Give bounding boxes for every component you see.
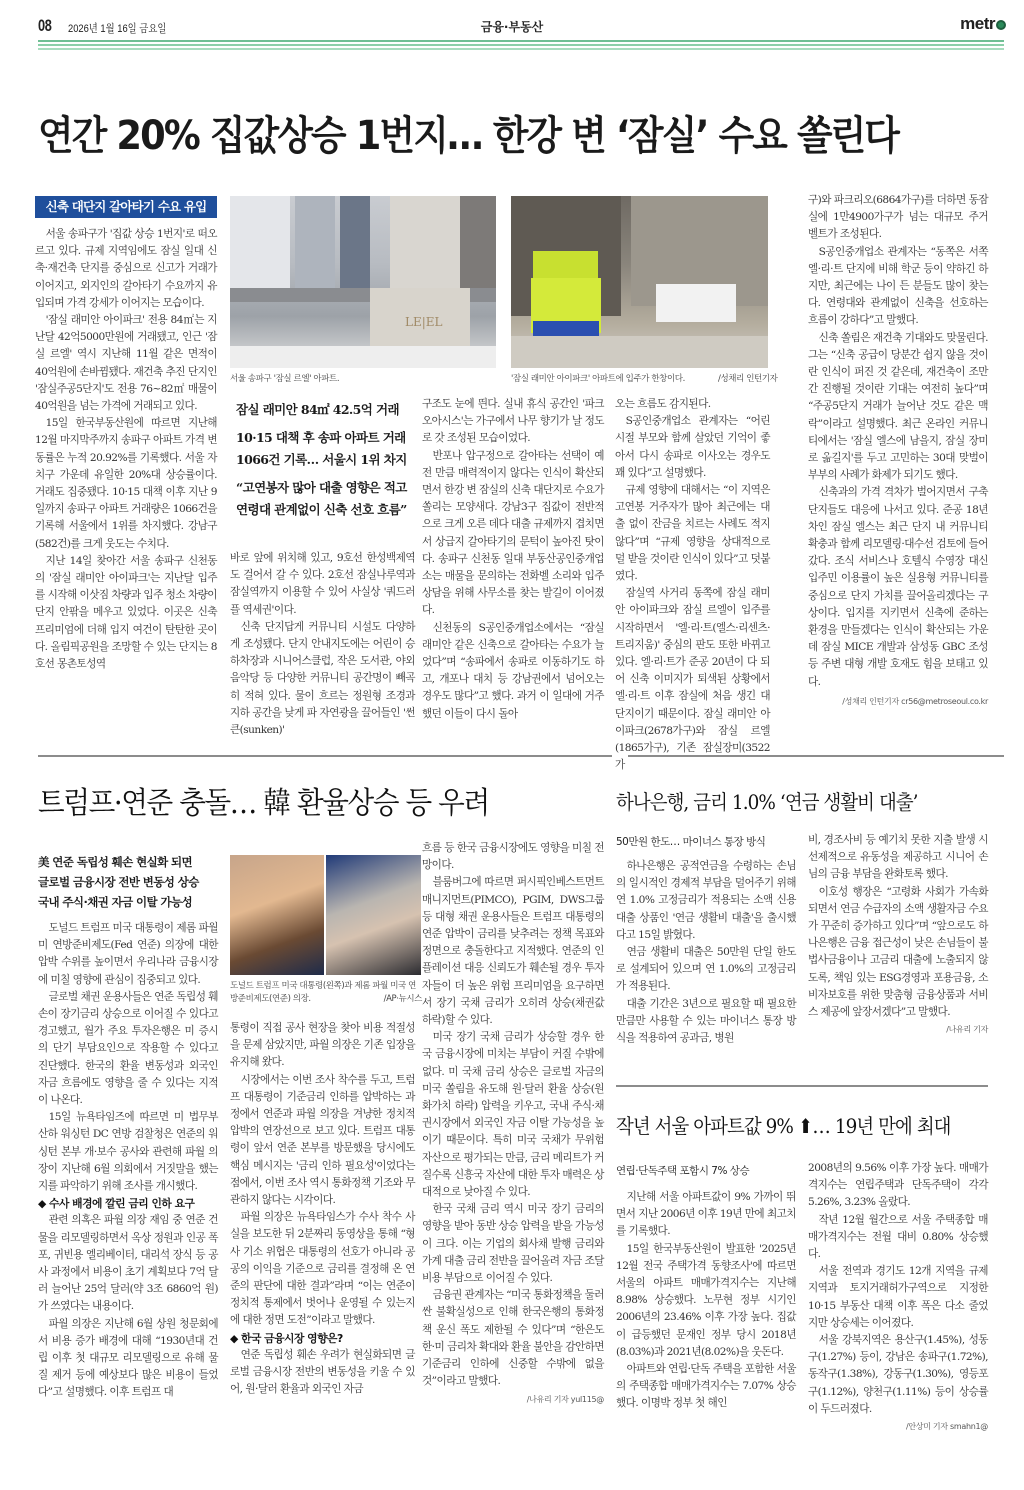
article1-byline: /성채리 인턴기자 cr56@metroseoul.co.kr — [842, 696, 988, 706]
article4-col2 — [808, 1160, 988, 1435]
article3-col2 — [808, 832, 988, 1038]
article2-photo-caption — [230, 980, 422, 1006]
article3-kicker: 50만원 한도… 마이너스 통장 방식 — [616, 836, 766, 848]
headline-text: … 19년 만에 최대 — [812, 1114, 951, 1138]
subdeck-line: 글로벌 금융시장 전반 변동성 상승 — [38, 875, 199, 889]
article1-subhead: 신축 대단지 갈아타기 수요 유입 — [35, 196, 217, 218]
article4-headline[interactable] — [616, 1110, 951, 1139]
paragraph: 관련 의혹은 파월 의장 재임 중 연준 건물을 리모델링하면서 옥상 정원과 인공 폭포, 귀빈용 엘리베이터, 대리석 장식 등 공사 과정에서 비용이 초기 계획보다 7억 달러 늘어난 25억 달러(약 3조 6860억 원)가 쓰였다는 내용이다. — [38, 1214, 218, 1313]
article2-col1 — [38, 920, 218, 1402]
photo-jamsil-leel[interactable] — [230, 196, 496, 368]
paragraph: 글로벌 채권 운용사들은 연준 독립성 훼손이 장기금리 상승으로 이어질 수 있다고 경고했고, 월가 주요 투자은행은 미 증시의 단기 부담요인으로 작용할 수 있다고 진단했다. 한국의 환율 변동성과 외국인 자금 흐름에도 영향을 줄 수 있다는 지적이 나온다. — [38, 990, 218, 1107]
paragraph: 블룸버그에 따르면 퍼시픽인베스트먼트매니지먼트(PIMCO), PGIM, DWS그룹 등 대형 채권 운용사들은 트럼프 대통령의 연준 압박이 금리를 낮추려는 정책 목표와 정면으로 충돌한다고 지적했다. 연준의 인플레이션 대응 신뢰도가 훼손될 경우 투자자들이 더 높은 위험 프리미엄을 요구하면서 장기 국채 금리가 오히려 상승(채권값 하락)할 수 있다. — [422, 876, 604, 1027]
article2-subdeck — [38, 852, 223, 912]
article3-byline: /나유리 기자 — [946, 1025, 988, 1035]
paragraph: 한국 국채 금리 역시 미국 장기 금리의 영향을 받아 동반 상승 압력을 받을 가능성이 크다. 이는 기업의 회사채 발행 금리와 가계 대출 금리 전반을 끌어올려 자금 조달 비용 부담으로 이어질 수 있다. — [422, 1203, 604, 1285]
deck-line: 1066건 기록… 서울시 1위 차지 — [236, 452, 407, 467]
article4-col1 — [616, 1189, 796, 1413]
deck-line: “고연봉자 많아 대출 영향은 적고 — [236, 480, 407, 495]
section-title: 금융·부동산 — [480, 20, 544, 34]
paragraph: 2008년의 9.56% 이후 가장 높다. 매매가격지수는 연립주택과 단독주택이 각각 5.26%, 3.23% 올랐다. — [808, 1162, 988, 1209]
article1-col5 — [808, 192, 988, 710]
up-arrow-icon: ⬆ — [797, 1114, 813, 1138]
paragraph: 구조도 눈에 띈다. 실내 휴식 공간인 '파크 오아시스'는 가구에서 나무 향기가 날 정도로 갓 조성된 모습이었다. — [422, 398, 604, 445]
paragraph: '잠실 래미안 아이파크' 전용 84㎡는 지난달 42억5000만원에 거래됐고, 인근 '잠실 르엘' 역시 지난해 11월 같은 면적이 40억원에 손바뀜됐다. 재건축 추진 단지인 '잠실주공5단지'도 전용 76~82㎡ 매물이 40억원을 넘는 가격에 거래되고 있다. — [35, 314, 217, 413]
deck-line: 10·15 대책 후 송파 아파트 거래 — [236, 430, 406, 445]
article4-byline: /안상미 기자 smahn1@ — [905, 1422, 988, 1432]
globe-icon — [996, 20, 1006, 30]
paragraph: 연금 생활비 대출은 50만원 단일 한도로 설계되어 있으며 연 1.0%의 고정금리가 적용된다. — [616, 946, 796, 993]
paragraph: 서울 전역과 경기도 12개 지역을 규제지역과 토지거래허가구역으로 지정한 10·15 부동산 대책 이후 폭은 다소 줄었지만 상승세는 이어졌다. — [808, 1265, 988, 1329]
article1-deck — [236, 399, 416, 521]
photo-powell[interactable] — [326, 855, 421, 975]
article1-col4 — [615, 396, 770, 774]
article3-col1 — [616, 858, 796, 1047]
subdeck-line: 국내 주식·채권 자금 이탈 가능성 — [38, 895, 192, 909]
paragraph: 대출 기간은 3년으로 필요할 때 필요한 만큼만 사용할 수 있는 마이너스 통장 방식을 적용하여 공과금, 병원 — [616, 997, 796, 1045]
paragraph: 15일 한국부동산원에 따르면 지난해 12월 마지막주까지 송파구 아파트 가격 변동률은 누적 20.92%를 기록했다. 서울 자치구 가운데 유일한 20%대 상승률이다. 거래도 집중됐다. 10·15 대책 이후 지난 9일까지 송파구 아파트 거래량은 1066건을 기록해 서울에서 1위를 차지했다. 강남구(582건)를 크게 웃도는 수치다. — [35, 417, 217, 550]
paragraph: 미국 장기 국채 금리가 상승할 경우 한국 금융시장에 미치는 부담이 커질 수밖에 없다. 미 국채 금리 상승은 글로벌 자금의 미국 쏠림을 유도해 원·달러 환율 상승(원화가치 하락) 압력을 키우고, 국내 주식·채권시장에서 외국인 자금 이탈 가능성을 높이기 때문이다. 특히 미국 국채가 무위험 자산으로 평가되는 만큼, 금리 메리트가 커질수록 신흥국 자산에 대한 투자 매력은 상대적으로 낮아질 수 있다. — [422, 1031, 604, 1199]
moving-truck-illustration — [511, 196, 768, 368]
paragraph: 오는 흐름도 감지된다. — [615, 398, 711, 410]
paragraph: 도널드 트럼프 미국 대통령이 제롬 파월 미 연방준비제도(Fed 연준) 의장에 대한 압박 수위를 높이면서 우리나라 금융시장에 미칠 영향에 관심이 집중되고 있다. — [38, 922, 218, 986]
paragraph: 금융권 관계자는 “미국 통화정책을 둘러싼 불확실성으로 인해 한국은행의 통화정책 운신 폭도 제한될 수 있다”며 “한은도 한·미 금리차 확대와 환율 불안을 감안하면 기준금리 인하에 신중할 수밖에 없을 것”이라고 말했다. — [422, 1289, 604, 1388]
paragraph: 지난해 서울 아파트값이 9% 가까이 뛰면서 지난 2006년 이후 19년 만에 최고치를 기록했다. — [616, 1191, 796, 1238]
paragraph: 파월 의장은 지난해 6월 상원 청문회에서 비용 증가 배경에 대해 “1930년대 건립 이후 첫 대규모 리모델링으로 유해 물질 제거 등에 예상보다 많은 비용이 들었다”고 설명했다. 이후 트럼프 대 — [38, 1317, 218, 1399]
article1-col2 — [230, 550, 415, 739]
article3-headline[interactable]: 하나은행, 금리 1.0% ‘연금 생활비 대출’ — [616, 790, 918, 814]
photo-trump[interactable] — [230, 855, 324, 975]
article1-headline[interactable]: 연간 20% 집값상승 1번지… 한강 변 ‘잠실’ 수요 쏠린다 — [38, 113, 899, 159]
paragraph: 비, 경조사비 등 예기치 못한 지출 발생 시 선제적으로 유동성을 제공하고 시니어 손님의 금융 부담을 완화토록 했다. — [808, 834, 988, 881]
article1-col3 — [422, 396, 604, 723]
article4-kicker: 연립·단독주택 포함시 7% 상승 — [616, 1165, 750, 1177]
subdeck-line: 美 연준 독립성 훼손 현실화 되면 — [38, 855, 193, 869]
deck-line: 잠실 래미안 84㎡ 42.5억 거래 — [236, 402, 399, 417]
paragraph: 아파트와 연립·단독 주택을 포함한 서울의 주택종합 매매가격지수는 7.07% 상승했다. 이명박 정부 첫 해인 — [616, 1363, 796, 1410]
paragraph: S공인중개업소 관계자는 “동쪽은 서쪽 엘·리·트 단지에 비해 학군 등이 약하긴 하지만, 최근에는 나이 든 분들도 많이 찾는다. 연령대와 관계없이 신축을 선호하는 흐름이 강하다”고 말했다. — [808, 245, 988, 327]
article2-headline[interactable]: 트럼프·연준 충돌… 韓 환율상승 등 우려 — [38, 786, 489, 821]
paragraph: 서울 강북지역은 용산구(1.45%), 성동구(1.27%) 등이, 강남은 송파구(1.72%), 동작구(1.38%), 강동구(1.30%), 영등포구(1.12%), 양천구(1.11%) 등이 상승률이 두드러졌다. — [808, 1334, 988, 1415]
paragraph: 시장에서는 이번 조사 착수를 두고, 트럼프 대통령이 기준금리 인하를 압박하는 과정에서 연준과 파월 의장을 겨냥한 정치적 압박의 연장선으로 보고 있다. 트럼프 대통령이 앞서 연준 본부를 방문했을 당시에도 핵심 메시지는 '금리 인하 필요성'이었다는 점에서, 이번 조사 역시 통화정책 기조와 무관하지 않다는 시각이다. — [230, 1073, 415, 1207]
paragraph: 하나은행은 공적연금을 수령하는 손님의 일시적인 경제적 부담을 덜어주기 위해 연 1.0% 고정금리가 적용되는 소액 신용대출 상품인 '연금 생활비 대출'을 출시했다고 15일 밝혔다. — [616, 860, 796, 941]
caption-text: 도널드 트럼프 미국 대통령(왼쪽)과 제롬 파월 미국 연방준비제도(연준) 의장. — [230, 981, 416, 1004]
article2-col3 — [422, 840, 604, 1408]
paragraph: 신축 쏠림은 재건축 기대와도 맞물린다. 그는 “신축 공급이 당분간 쉽지 않을 것이란 인식이 퍼진 것 같은데, 재건축이 조만간 진행될 것이란 기대는 여전히 높다”며 “주공5단지 거래가 늘어난 것도 같은 맥락”이라고 설명했다. 최근 온라인 커뮤니티에서는 '잠실 엘스에 남을지, 잠실 장미로 옮길지'를 두고 고민하는 30대 맞벌이 부부의 사례가 화제가 되기도 했다. — [808, 331, 988, 482]
section-divider — [616, 1085, 988, 1087]
photo1-caption: 서울 송파구 '잠실 르엘' 아파트. — [230, 374, 340, 384]
paragraph: 작년 12월 월간으로 서울 주택종합 매매가격지수는 전월 대비 0.80% 상승했다. — [808, 1213, 988, 1261]
paragraph: 잠실역 사거리 동쪽에 잠실 래미안 아이파크와 잠실 르엘이 입주를 시작하면서 '엘·리·트(엘스·리센츠·트리지움)' 중심의 판도 또한 바뀌고 있다. 엘·리·트가 준공 20년이 다 되어 신축 이미지가 퇴색된 상황에서 엘·리·트 이후 잠실에 처음 생긴 대단지이기 때문이다. 잠실 래미안 아이파크(2678가구)와 잠실 르엘(1865가구), 기존 잠실장미(3522가 — [615, 587, 770, 772]
article2-byline: /나유리 기자 yul115@ — [526, 1394, 604, 1404]
paragraph: 파월 의장은 뉴욕타임스가 수사 착수 사실을 보도한 뒤 2분짜리 동영상을 통해 “형사 기소 위협은 대통령의 선호가 아니라 공공의 이익을 기준으로 금리를 결정해 온 연준의 판단에 대한 결과”라며 “이는 연준이 정치적 통제에서 벗어나 운영될 수 있는지에 대한 정면 도전”이라고 말했다. — [230, 1211, 415, 1327]
paragraph: 서울 송파구가 '집값 상승 1번지'로 떠오르고 있다. 규제 지역임에도 잠실 일대 신축·재건축 단지를 중심으로 신고가 거래가 이어지고, 외지인의 갈아타기 수요까지 유입되며 가격 강세가 이어지는 모습이다. — [35, 228, 217, 309]
bullet-heading: ◆ 한국 금융시장 영향은? — [230, 1331, 343, 1345]
section-divider — [628, 755, 1004, 757]
article1-col1 — [35, 226, 217, 673]
paragraph: 신축 단지답게 커뮤니티 시설도 다양하게 조성됐다. 단지 안내지도에는 어린이 승하차장과 시니어스클럽, 작은 도서관, 야외 음악당 등 다양한 커뮤니티 공간명이 빼곡히 적혀 있다. 물이 흐르는 정원형 조경과 지하 공간을 낮게 파 자연광을 끌어들인 '썬큰(sunken)' — [230, 620, 415, 737]
paragraph: 구)와 파크리오(6864가구)를 더하면 동잠실에 1만4900가구가 넘는 대규모 주거 벨트가 조성된다. — [808, 194, 988, 241]
section-divider — [38, 755, 612, 757]
page-number: 08 — [38, 16, 52, 35]
issue-date: 2026년 1월 16일 금요일 — [68, 23, 167, 35]
headline-text: 작년 서울 아파트값 9% — [616, 1114, 793, 1138]
photo2-caption: '잠실 래미안 아이파크' 아파트에 입주가 한창이다. — [511, 374, 685, 384]
svg-text:LE|EL: LE|EL — [405, 315, 443, 329]
paragraph: 신축과의 가격 격차가 벌어지면서 구축 단지들도 대응에 나서고 있다. 준공 18년 차인 잠실 엘스는 최근 단지 내 커뮤니티 확충과 함께 리모델링·대수선 검토에 들어갔다. 조식 서비스나 호텔식 수영장 대신 입주민 이용률이 높은 실용형 커뮤니티를 중심으로 단지 가치를 끌어올리겠다는 구상이다. 입지를 지키면서 신축에 준하는 환경을 만들겠다는 인식이 확산되는 가운데 잠실 MICE 개발과 삼성동 GBC 조성 등 주변 대형 개발 호재도 힘을 보태고 있다. — [808, 486, 988, 688]
paragraph: 바로 앞에 위치해 있고, 9호선 한성백제역도 걸어서 갈 수 있다. 2호선 잠실나루역과 잠실역까지 이용할 수 있어 사실상 '쿼드러플 역세권'이다. — [230, 552, 415, 616]
paragraph: 반포나 압구정으로 갈아타는 선택이 예전 만큼 매력적이지 않다는 인식이 확산되면서 한강 변 잠실의 신축 대단지로 수요가 쏠리는 모양새다. 강남3구 집값이 전반적으로 크게 오른 데다 대출 규제까지 겹치면서 상급지 갈아타기의 문턱이 높아진 탓이다. 송파구 신천동 일대 부동산공인중개업소는 매물을 문의하는 전화벨 소리와 입주 상담을 위해 사무소를 찾는 발길이 이어졌다. — [422, 449, 604, 617]
paragraph: 흐름 등 한국 금융시장에도 영향을 미칠 전망이다. — [422, 842, 604, 872]
paragraph: 15일 한국부동산원이 발표한 '2025년 12월 전국 주택가격 동향조사'에 따르면 서울의 아파트 매매가격지수는 지난해 8.98% 상승했다. 노무현 정부 시기인 2006년의 23.46% 이후 가장 높다. 집값이 급등했던 문재인 정부 당시 2018년(8.03%)과 2021년(8.02%)을 웃돈다. — [616, 1242, 796, 1358]
caption-credit: /AP·뉴시스 — [383, 994, 422, 1004]
article2-col2 — [230, 1020, 415, 1398]
paragraph: 통령이 직접 공사 현장을 찾아 비용 적절성을 문제 삼았지만, 파월 의장은 기존 입장을 유지해 왔다. — [230, 1022, 415, 1069]
paragraph: S공인중개업소 관계자는 “어린 시절 부모와 함께 살았던 기억이 좋아서 다시 송파로 이사오는 경우도 꽤 있다”고 설명했다. — [615, 415, 770, 479]
paragraph: 이호성 행장은 “고령화 사회가 가속화되면서 연금 수급자의 소액 생활자금 수요가 꾸준히 증가하고 있다”며 “앞으로도 하나은행은 금융 접근성이 낮은 손님들이 불법사금융이나 고금리 대출에 노출되지 않도록, 책임 있는 ESG경영과 포용금융, 소비자보호를 위한 맞춤형 금융상품과 서비스 제공에 앞장서겠다”고 말했다. — [808, 885, 988, 1019]
paragraph: 15일 뉴욕타임즈에 따르면 미 법무부 산하 워싱턴 DC 연방 검찰청은 연준의 워싱턴 본부 개·보수 공사와 관련해 파월 의장이 지난해 6월 의회에서 거짓말을 했는지를 파악하기 위해 조사를 개시했다. — [38, 1111, 218, 1193]
bullet-heading: ◆ 수사 배경에 깔린 금리 인하 요구 — [38, 1197, 195, 1211]
metro-logo[interactable] — [960, 14, 1006, 34]
building-illustration — [230, 196, 496, 368]
deck-line: 연령대 관계없이 신축 선호 흐름” — [236, 502, 407, 517]
paragraph: 지난 14일 찾아간 서울 송파구 신천동의 '잠실 래미안 아이파크'는 지난달 입주를 시작해 이삿짐 차량과 입주 청소 차량이 단지 안팎을 메우고 있었다. 이곳은 신축 프리미엄에 더해 입지 여건이 탄탄한 곳이다. 올림픽공원을 조망할 수 있는 단지는 8호선 몽촌토성역 — [35, 554, 217, 671]
logo-text: metr — [960, 14, 995, 33]
photo-jamsil-raemian-ipark[interactable] — [511, 196, 768, 368]
photo-credit: /성채리 인턴기자 — [718, 374, 778, 384]
paragraph: 신천동의 S공인중개업소에서는 “잠실 래미안 같은 신축으로 갈아타는 수요가 늘었다”며 “송파에서 송파로 이동하기도 하고, 개포나 대치 등 강남권에서 넘어오는 경우도 많다”고 했다. 과거 이 일대에 거주했던 이들이 다시 돌아 — [422, 621, 604, 720]
paragraph: 규제 영향에 대해서는 “이 지역은 고연봉 거주자가 많아 최근에는 대출 없이 잔금을 치르는 사례도 적지 않다”며 “규제 영향을 상대적으로 덜 받을 것이란 인식이 있다”고 덧붙였다. — [615, 484, 770, 583]
paragraph: 연준 독립성 훼손 우려가 현실화되면 글로벌 금융시장 전반의 변동성을 키울 수 있어, 원·달러 환율과 외국인 자금 — [230, 1348, 415, 1396]
header-rule — [38, 40, 1004, 52]
